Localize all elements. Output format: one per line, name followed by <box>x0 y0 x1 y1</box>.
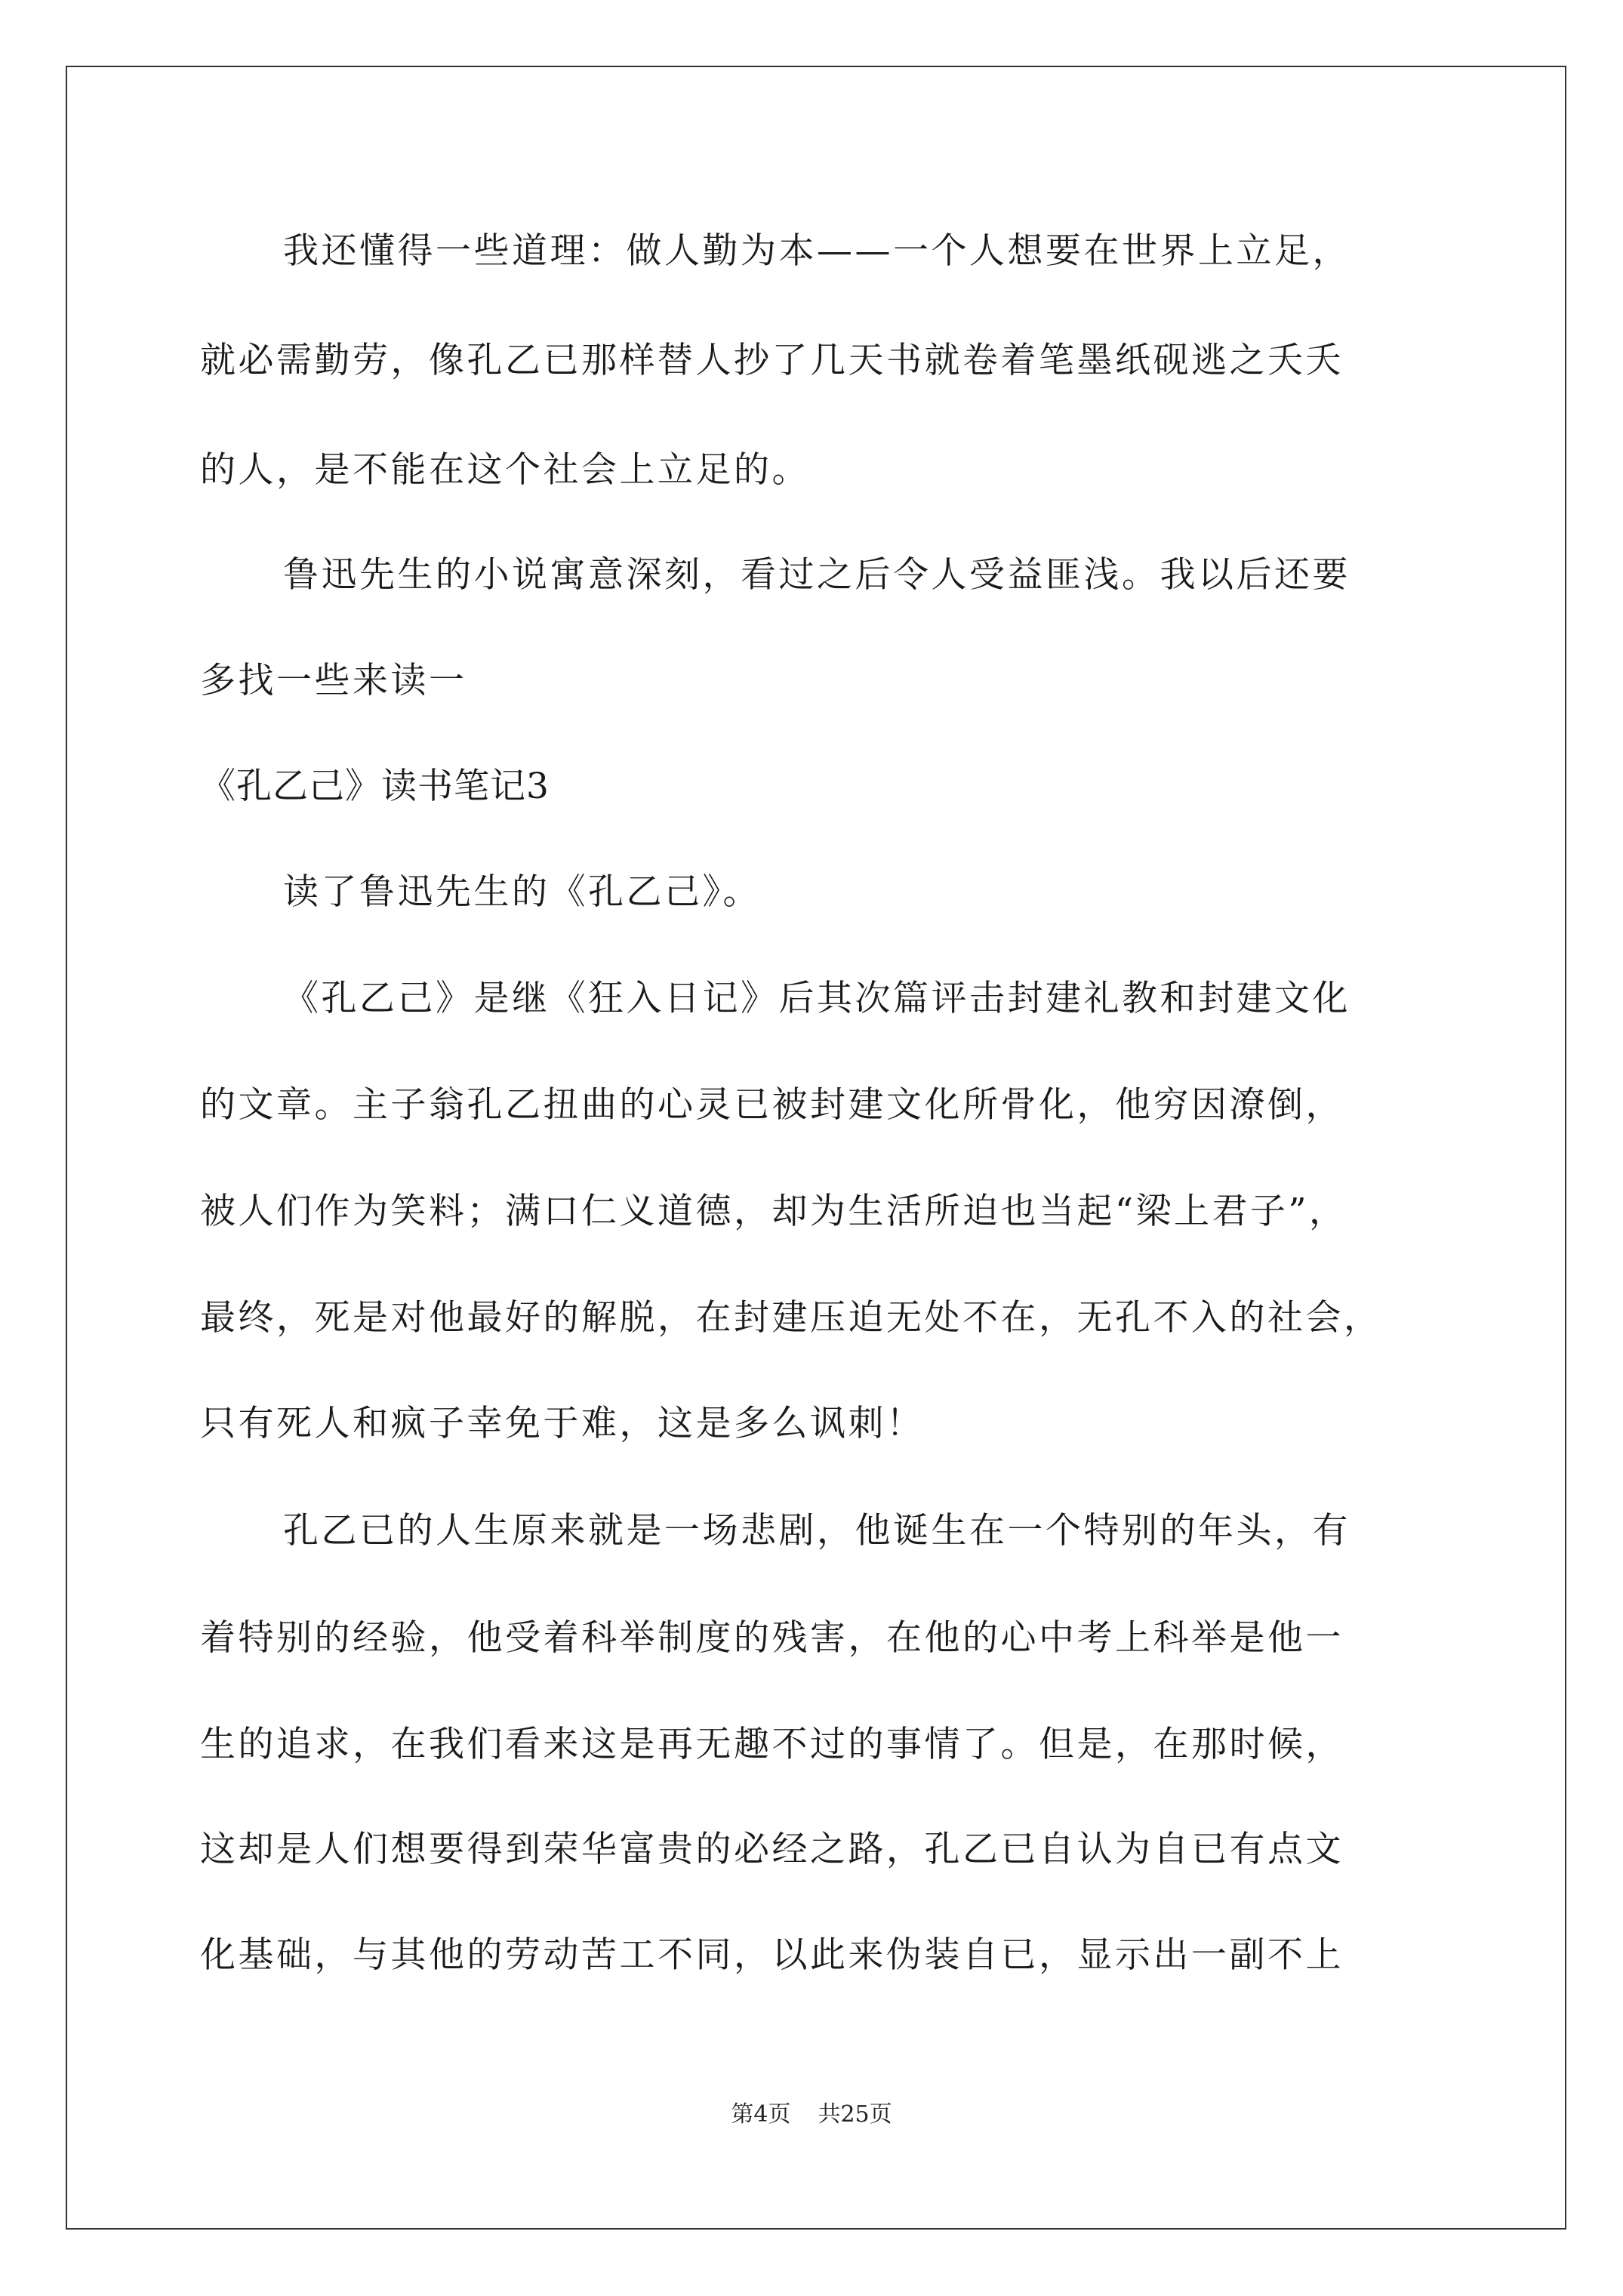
paragraph-line: 化基础，与其他的劳动苦工不同，以此来伪装自已，显示出一副不上 <box>200 1934 1344 1976</box>
paragraph-line: 《孔乙己》是继《狂入日记》后其次篇评击封建礼教和封建文化 <box>283 978 1350 1019</box>
paragraph-line: 被人们作为笑料；满口仁义道德，却为生活所迫也当起“梁上君子”， <box>200 1191 1347 1232</box>
page-footer <box>0 2100 1623 2130</box>
section-heading: 《孔乙己》读书笔记3 <box>200 766 550 807</box>
page-border <box>66 66 1566 2230</box>
paragraph-line: 生的追求，在我们看来这是再无趣不过的事情了。但是，在那时候， <box>200 1724 1344 1765</box>
paragraph-line: 孔乙已的人生原来就是一场悲剧，他诞生在一个特别的年头，有 <box>283 1510 1350 1552</box>
paragraph-line: 的文章。主子翁孔乙扭曲的心灵已被封建文化所骨化，他穷因潦倒， <box>200 1084 1344 1126</box>
paragraph-line: 的人，是不能在这个社会上立足的。 <box>200 449 810 491</box>
paragraph-line: 着特别的经验，他受着科举制度的残害，在他的心中考上科举是他一 <box>200 1617 1344 1659</box>
page-total: 共25页 <box>818 2101 892 2128</box>
paragraph-line: 最终，死是对他最好的解脱，在封建压迫无处不在，无孔不入的社会， <box>200 1297 1382 1339</box>
paragraph-line: 我还懂得一些道理：做人勤为本——一个人想要在世界上立足， <box>283 230 1350 272</box>
paragraph-line: 这却是人们想要得到荣华富贵的必经之路，孔乙已自认为自已有点文 <box>200 1829 1344 1870</box>
paragraph-line: 读了鲁迅先生的《孔乙己》。 <box>283 871 761 913</box>
paragraph-line: 多找一些来读一 <box>200 660 467 701</box>
page-number: 第4页 <box>731 2101 791 2128</box>
paragraph-line: 只有死人和疯子幸免于难，这是多么讽刺！ <box>200 1403 925 1444</box>
paragraph-line: 就必需勤劳，像孔乙已那样替人抄了几天书就卷着笔墨纸砚逃之夭夭 <box>200 340 1344 381</box>
paragraph-line: 鲁迅先生的小说寓意深刻，看过之后令人受益匪浅。我以后还要 <box>283 554 1350 596</box>
